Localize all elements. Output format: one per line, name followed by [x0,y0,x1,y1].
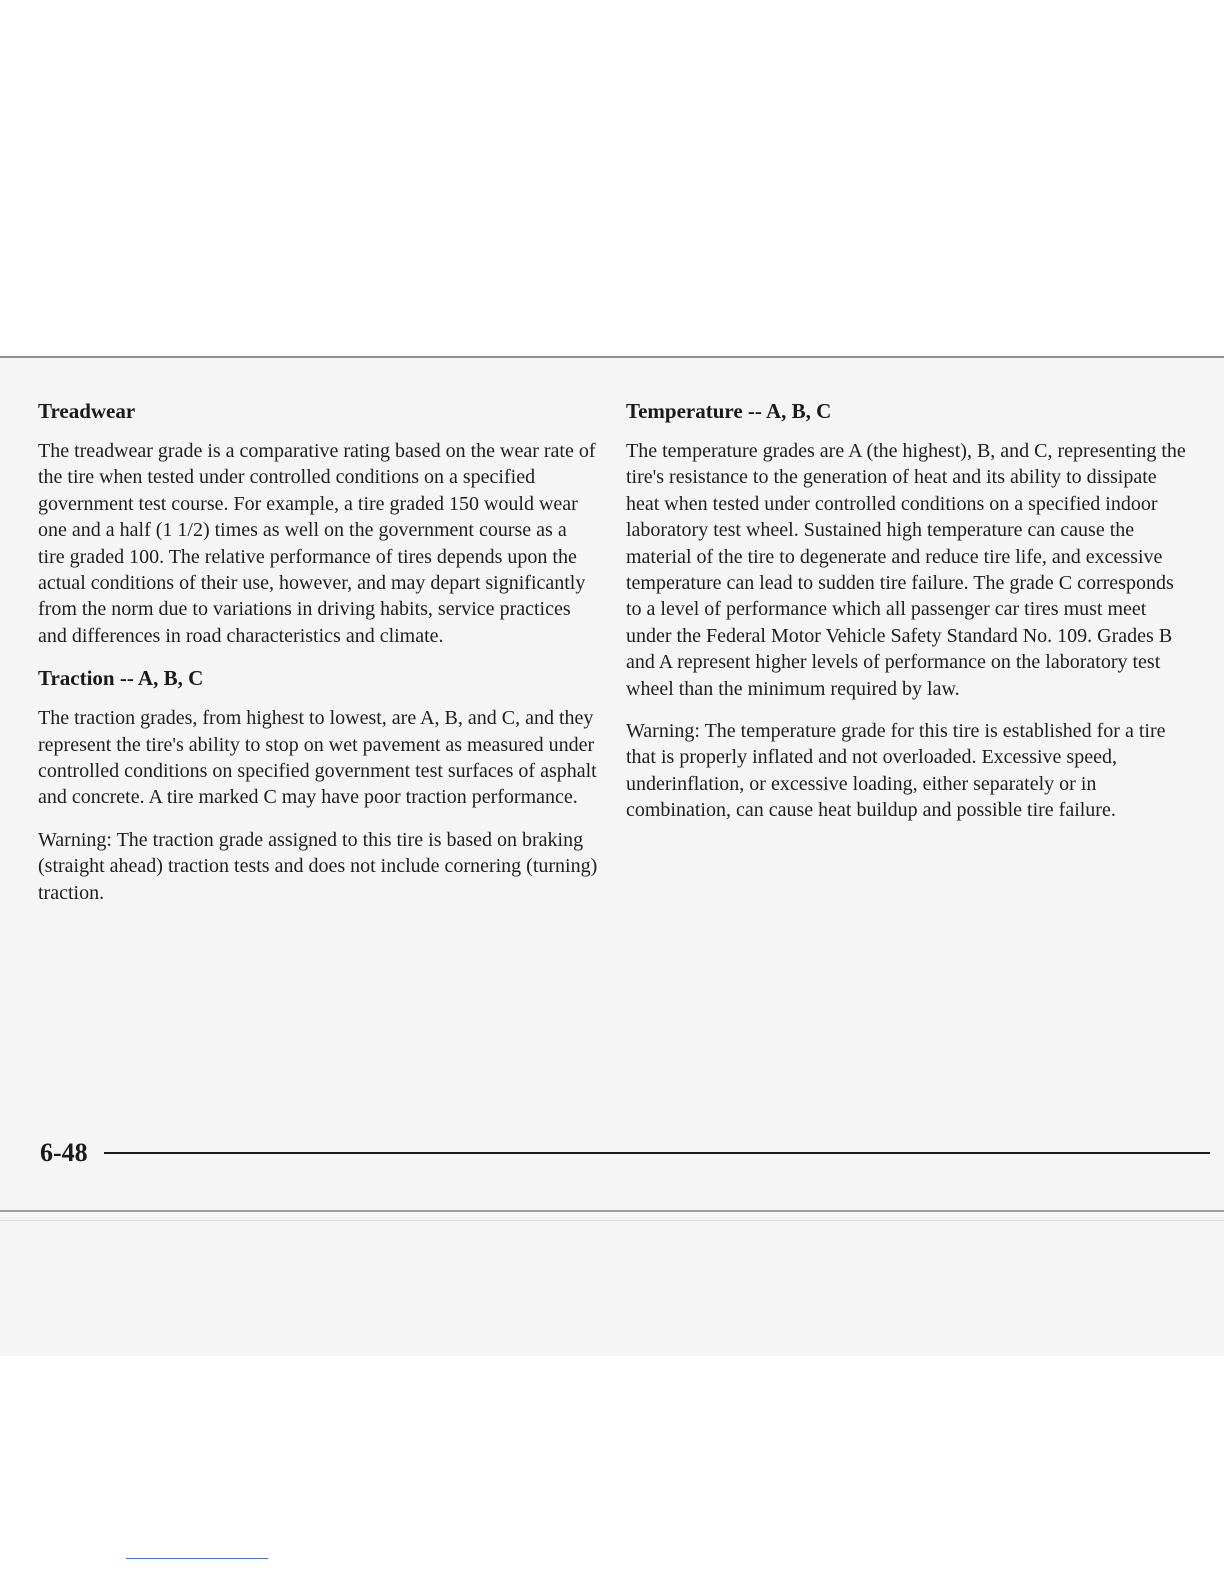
warning-paragraph: Warning: The traction grade assigned to this tire is based on braking (straight ahead) traction tests and does not include cornering (turning) traction. [38,828,598,904]
right-column [626,398,1186,840]
link-underline [126,1558,268,1559]
left-column [38,398,598,922]
section-temperature [626,398,1186,824]
section-paragraph: The treadwear grade is a comparative rating based on the wear rate of the tire when tested under controlled conditions on a specified government test course. For example, a tire graded 150 would wear one and a half (1 1/2) times as well on the government course as a tire graded 100. The relative performance of tires depends upon the actual conditions of their use, however, and may depart significantly from the norm due to variations in driving habits, service practices and differences in road characteristics and climate. [38,440,596,647]
footer-rule [104,1152,1210,1154]
section-heading: Temperature -- A, B, C [626,399,832,423]
section-heading: Traction -- A, B, C [38,666,204,691]
bottom-divider [0,1210,1224,1212]
section-heading: Treadwear [38,399,136,423]
warning-paragraph: Warning: The temperature grade for this tire is established for a tire that is properly inflated and not overloaded. Excessive speed, underinflation, or excessive loading, either separately or in combination, can cause heat buildup and possible tire failure. [626,720,1166,822]
page-number: 6-48 [40,1138,88,1167]
section-treadwear [38,398,598,649]
section-paragraph: The temperature grades are A (the highest), B, and C, representing the tire's resistance to the generation of heat and its ability to dissipate heat when tested under controlled conditions on a specified indoor laboratory test wheel. Sustained high temperature can cause the material of the tire to degenerate and reduce tire life, and excessive temperature can lead to sudden tire failure. The grade C corresponds to a level of performance which all passenger car tires must meet under the Federal Motor Vehicle Safety Standard No. 109. Grades B and A represent higher levels of performance on the laboratory test wheel than the minimum required by law. [626,440,1186,700]
section-traction [38,665,598,906]
page-footer [40,1136,1170,1172]
bottom-divider-light [0,1220,1224,1221]
section-paragraph: The traction grades, from highest to lowest, are A, B, and C, and they represent the tire's ability to stop on wet pavement as measured under controlled conditions on specified government test surfaces of asphalt and concrete. A tire marked C may have poor traction performance. [38,707,597,809]
top-divider [0,356,1224,358]
